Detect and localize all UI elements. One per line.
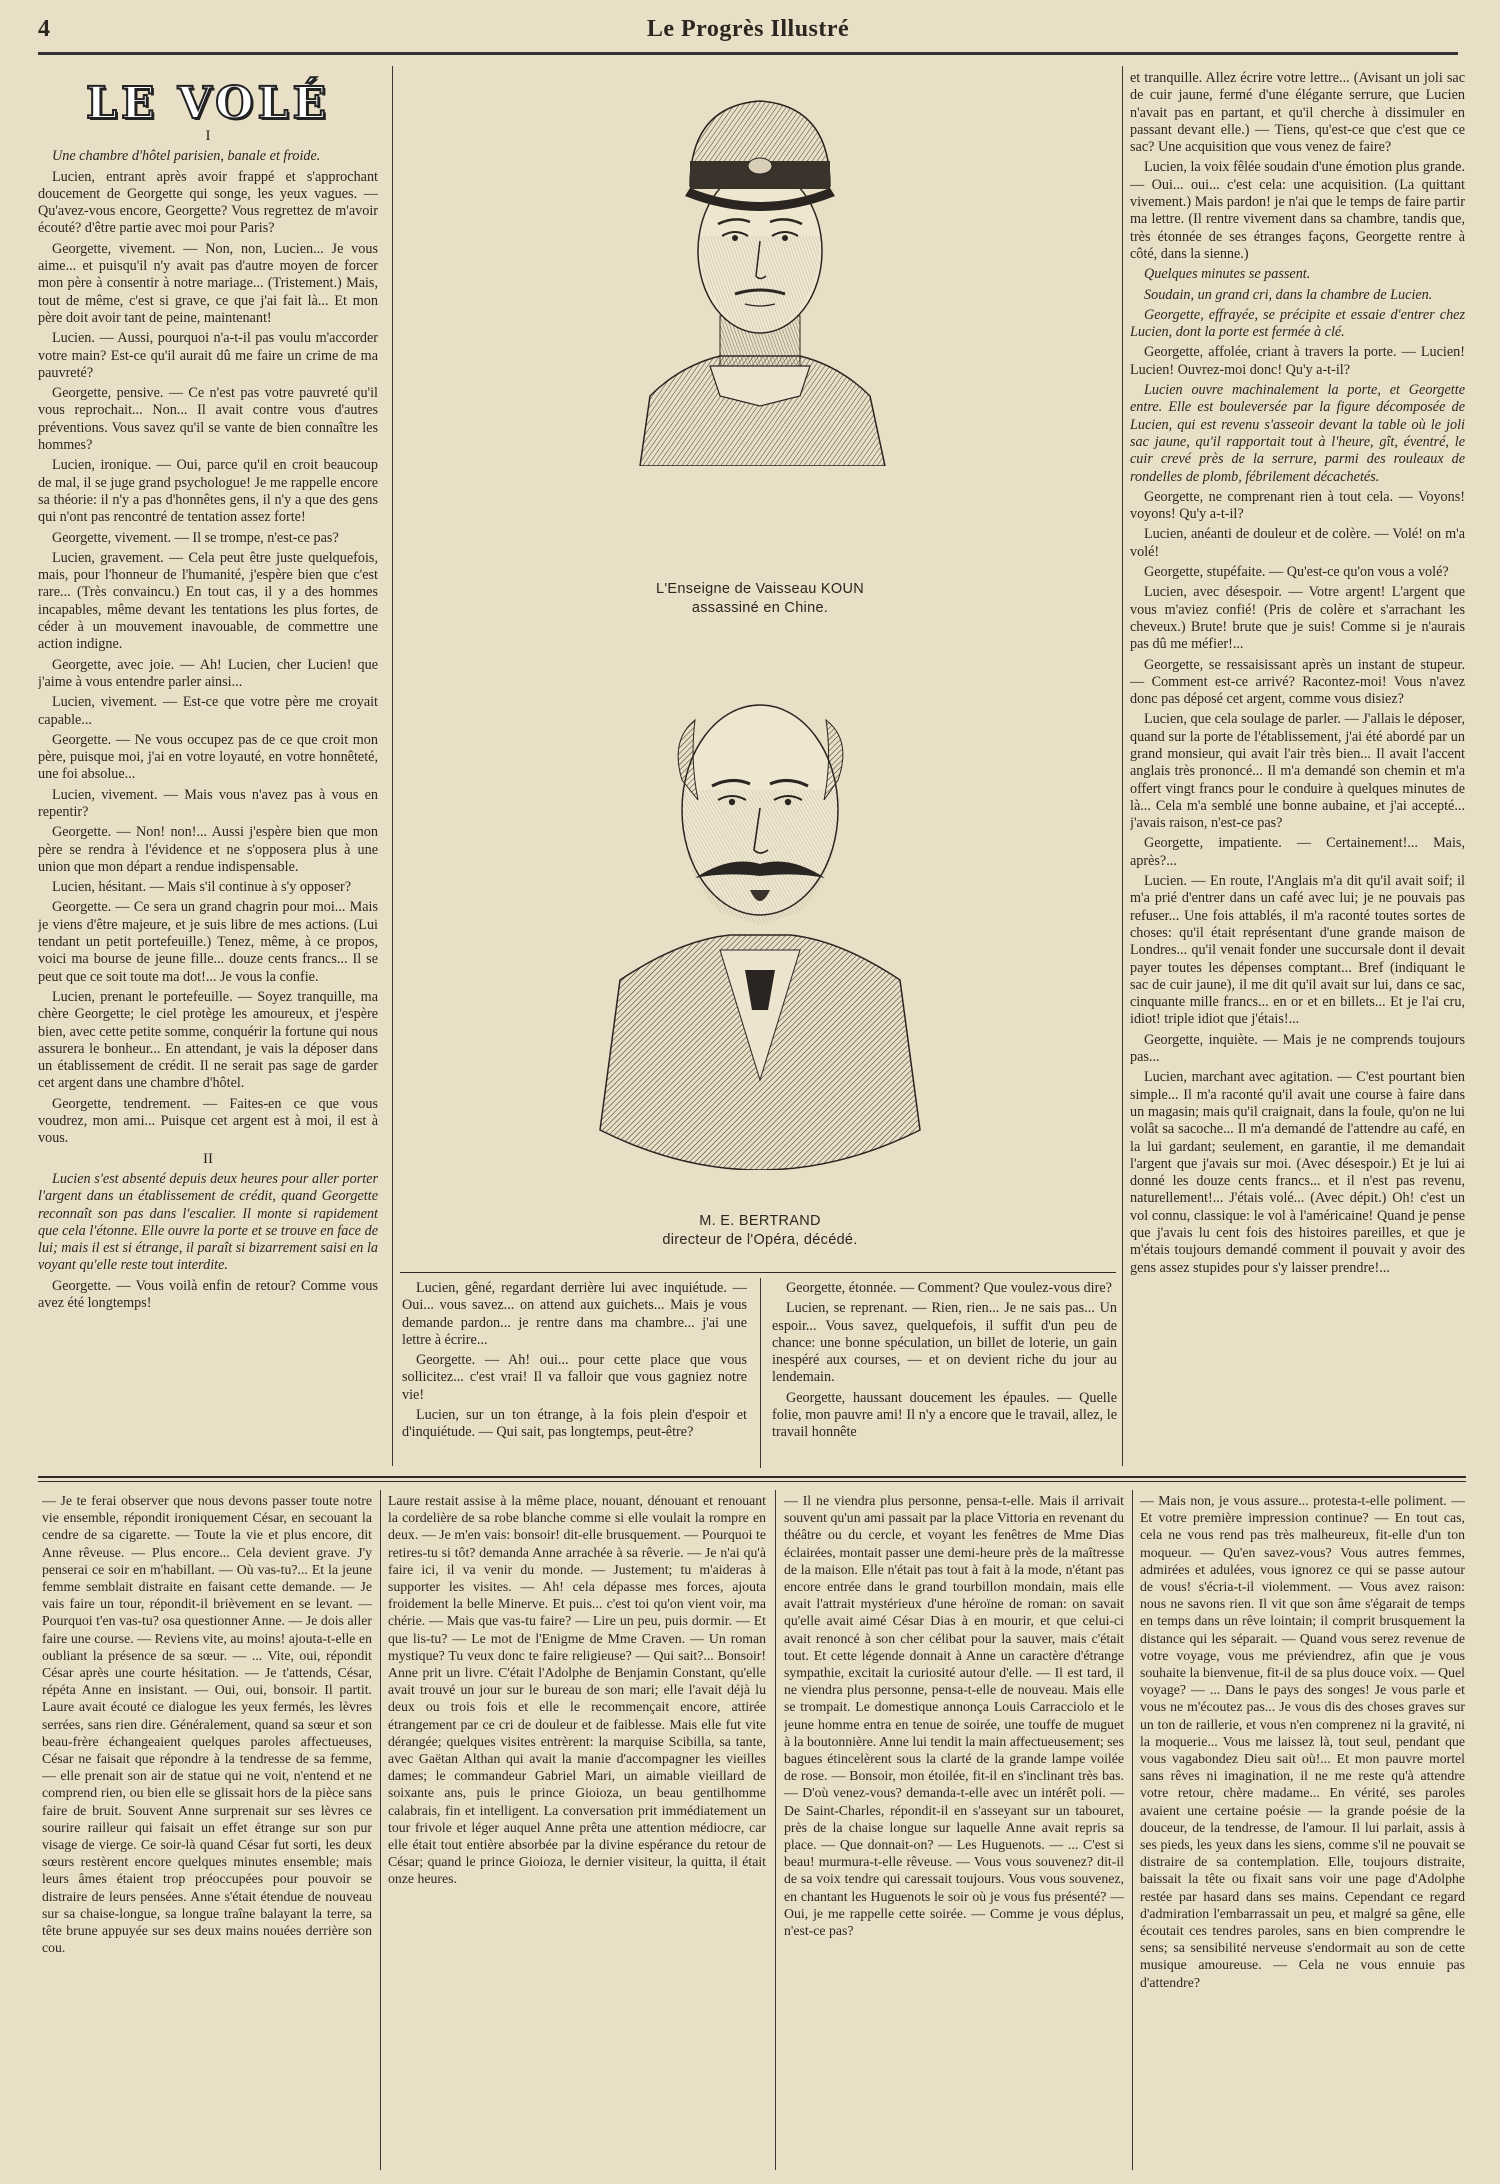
dialogue-paragraph: Lucien, vivement. — Est-ce que votre père me croyait capable... [38,694,378,728]
dialogue-paragraph: Lucien, hésitant. — Mais s'il continue à s'y opposer? [52,879,352,896]
dialogue-paragraph: Georgette, avec joie. — Ah! Lucien, cher Lucien! que j'aime à vous entendre parler ainsi... [38,656,378,690]
dialogue-paragraph: et tranquille. Allez écrire votre lettre... (Avisant un joli sac de cuir jaune, fermé d'une élégante serrure, que Lucien n'avait pas en partant, et qu'il cherche à dissimuler en passant devant elle.) — Tiens, qu'est-ce que c'est que ce sac? Une acquisition que vous venez de faire? [1130,70,1465,156]
act-heading: II [203,1150,213,1167]
column-divider [1132,1490,1133,2170]
dialogue-paragraph: Lucien, gêné, regardant derrière lui avec inquiétude. — Oui... vous savez... on attend aux guichets... Mais je vous demande pardon... je rentre dans ma chambre... j'ai une lettre à écrire... [402,1280,747,1348]
portrait-bertrand-caption [560,1212,960,1250]
dialogue-paragraph: Georgette, ne comprenant rien à tout cela. — Voyons! voyons! Qu'y a-t-il? [1130,488,1465,523]
dialogue-paragraph: Lucien, gravement. — Cela peut être juste quelquefois, mais, pour l'honneur de l'humanité, j'espère bien que c'est rare... (Très convaincu.) En tout cas, il y a des hommes incapables, même devant les tentations les plus fortes, de céder à un mouvement inavouable, de commettre une action indigne. [38,549,378,653]
dialogue-paragraph: Lucien, prenant le portefeuille. — Soyez tranquille, ma chère Georgette; le ciel protège les amoureux, et j'espère bien, avec cette petite somme, conquérir la fortune qui nous assurera le bonheur... En attendant, je vais la déposer dans un établissement de crédit. Il ne serait pas sage de garder cet argent dans une chambre d'hôtel. [38,988,378,1092]
journal-title: Le Progrès Illustré [646,16,850,42]
column-divider [392,66,393,1466]
stage-direction: Georgette, effrayée, se précipite et essaie d'entrer chez Lucien, dont la porte est fermée à clé. [1130,306,1465,341]
dialogue-paragraph: Georgette, étonnée. — Comment? Que voulez-vous dire? [786,1280,1112,1296]
dialogue-paragraph: Lucien, se reprenant. — Rien, rien... Je ne sais pas... Un espoir... Vous savez, quelquefois, il suffit d'un peu de chance: une bonne spéculation, un billet de loterie, un gain inespéré aux courses, — et on devient riche du jour au lendemain. [772,1300,1117,1386]
act-heading: I [205,128,211,144]
stage-direction: Lucien ouvre machinalement la porte, et Georgette entre. Elle est bouleversée par la figure décomposée de Lucien, qui est revenu s'asseoir devant la table où le joli sac jaune, qu'il rapportait tout à l'heure, gît, éventré, le cuir crevé près de la serrure, parmi des rouleaux de rondelles de plomb, fébrilement décachetés. [1130,382,1465,485]
feuilleton-column-2 [388,1492,766,2172]
stage-direction: Soudain, un grand cri, dans la chambre de Lucien. [1144,286,1433,303]
dialogue-paragraph: Lucien, anéanti de douleur et de colère. — Volé! on m'a volé! [1130,526,1465,560]
feuilleton-rule [38,1481,1466,1482]
feuilleton-column-4 [1140,1492,1465,2172]
dialogue-paragraph: Georgette. — Ce sera un grand chagrin pour moi... Mais je viens d'être majeure, et je suis libre de mes actions. (Lui tendant un petit portefeuille.) Tenez, même, à ce propos, voici ma bourse de jeune fille... douze cents francs... Il se peut que ce soit toute ma dot!... Je vous la confie. [38,899,378,985]
play-column-1 [38,128,378,1470]
dialogue-paragraph: Lucien, vivement. — Mais vous n'avez pas à vous en repentir? [38,786,378,820]
dialogue-paragraph: Georgette. — Vous voilà enfin de retour? Comme vous avez été longtemps! [38,1277,378,1311]
dialogue-paragraph: Georgette, vivement. — Non, non, Lucien... Je vous aime... et puisqu'il n'y avait pas d'autre moyen de forcer mon père à consentir à notre mariage... (Tristement.) Mais, tout de même, c'est si grave, ce que j'ai fait là... Et mon père doit avoir tant de peine, maintenant! [38,240,378,326]
page-number: 4 [38,16,50,42]
portrait-bertrand [590,650,930,1170]
column-divider [380,1490,381,2170]
novel-text: — Je te ferai observer que nous devons passer toute notre vie ensemble, répondit ironiquement César, en secouant la cendre de sa cigarette. — Toute la vie et plus encore, dit Anne rêveuse. — Plus encore... Cela devient grave. J'y penserai ce soir en m'habillant. — Où vas-tu?... Et la jeune femme semblait distraite en faisant cette demande. — Je vais faire un tour, répondit-il brièvement en se levant. — Pourquoi t'en vas-tu? osa questionner Anne. — Je dois aller faire une course. — Reviens vite, au moins! ajouta-t-elle en oubliant la présence de sa sœur. — ... Vite, oui, répondit César après une courte hésitation. — Je t'attends, César, répéta Anne en insistant. — Oui, oui, bonsoir. Il partit. Laure avait écouté ce dialogue les yeux fermés, les lèvres serrées, sans rien dire. Généralement, quand sa sœur et son beau-frère échangeaient quelques paroles affectueuses, César ne faisait que répondre à la tendresse de sa femme, — elle prenait son air de statue qui ne voit, n'entend et ne comprend rien, ou bien elle se glissait hors de la pièce sans faire de bruit. Souvent Anne surprenait sur ses lèvres ce sourire railleur qui faisait un effet étrange sur son pur visage de vierge. Ce soir-là quand César fut sorti, les deux sœurs restèrent encore quelques minutes ensemble; mais leurs âmes étaient trop préoccupées pour pouvoir se distraire de leurs pensées. Anne s'était étendue de nouveau sur sa chaise-longue, sa longue traîne balayant la terre, sa tête brune appuyée sur ses deux mains nouées derrière son cou. [42,1493,372,1956]
caption-line: assassiné en Chine. [691,600,829,616]
feuilleton-rule [38,1476,1466,1478]
caption-line: directeur de l'Opéra, décédé. [662,1232,858,1248]
stage-direction: Lucien s'est absenté depuis deux heures pour aller porter l'argent dans un établissement de crédit, quand Georgette reconnaît son pas dans l'escalier. Il monte si rapidement que cela l'étonne. Elle ouvre la porte et se trouve en face de lui; mais il est si étrange, il paraît si bizarrement saisi en la voyant qu'elle reste tout interdite. [38,1170,378,1274]
play-column-3 [772,1280,1117,1470]
dialogue-paragraph: Georgette, affolée, criant à travers la porte. — Lucien! Lucien! Ouvrez-moi donc! Qu'y a-t-il? [1130,344,1465,378]
stage-direction: Une chambre d'hôtel parisien, banale et froide. [52,148,321,165]
novel-text: — Mais non, je vous assure... protesta-t-elle poliment. — Et votre première impression continue? — En tout cas, cela ne vous rend pas très malheureux, fit-elle d'un ton moqueur. — Qu'en savez-vous? Vous autres femmes, admirées et adulées, vous ignorez ce qui se passe autour de vous! s'écria-t-il violemment. — Vous avez raison: nous ne savons rien. Il vit que son âme s'égarait de temps en temps dans un rêve lointain; il comprit brusquement la distance qui les séparait. — Quand vous serez revenue de votre voyage, vous me préviendrez, afin que je vous souhaite la bienvenue, fit-il de sa plus douce voix. — Quel voyage? — ... Dans le pays des songes! Je vous parle et vous ne m'écoutez pas... Je vous dis des choses graves sur un ton de raillerie, et vous n'en comprenez ni la gravité, ni la moquerie... Vous me laissez là, tout seul, pendant que vous vagabondez Dieu sait où!... Et mon pauvre mortel sans rêves ni imagination, il ne me reste qu'à attendre votre retour, chère madame... En vérité, ses paroles avaient une certaine poésie — la grande poésie de la douceur, de la tendresse, de l'amour. Il lui parlait, assis à ses pieds, les yeux dans les siens, comme s'il ne pouvait se distraire de sa contemplation. Elle, toujours distraite, baissait la tête ou fixait sans voir une page d'Adolphe restée par hasard dans ses mains. Cependant ce regard d'admiration l'embarrassait un peu, et malgré sa gêne, elle écoutait ces tendres paroles, sans en bien comprendre le sens; sa sensibilité nerveuse s'endormait au son de cette musique amoureuse. — Cela ne vous ennuie pas d'attendre? [1140,1493,1465,1990]
dialogue-paragraph: Lucien, que cela soulage de parler. — J'allais le déposer, quand sur la porte de l'établissement, j'ai été abordé par un grand monsieur, qui avait l'air très bien... Il avait l'accent anglais très prononcé... Il m'a demandé son chemin et m'a offert vingt francs pour le conduire à quelques minutes de là... Cela m'a semblé une bonne aubaine, et j'ai accepté... j'avais raison, n'est-ce pas? [1130,711,1465,832]
dialogue-paragraph: Georgette. — Non! non!... Aussi j'espère bien que mon père se rendra à l'évidence et ne s'opposera plus à une union que mon départ a rendue indispensable. [38,824,378,875]
dialogue-paragraph: Georgette, inquiète. — Mais je ne comprends toujours pas... [1130,1031,1465,1066]
caption-line: L'Enseigne de Vaisseau KOUN [655,581,865,597]
dialogue-paragraph: Georgette, impatiente. — Certainement!... Mais, après?... [1130,835,1465,869]
dialogue-paragraph: Lucien. — En route, l'Anglais m'a dit qu'il avait soif; il m'a prié d'entrer dans un café avec lui; je ne pouvais pas refuser... Une fois attablés, il m'a raconté toutes sortes de choses: qu'il était représentant d'une grande maison de Londres... qu'il venait fonder une succursale dont il devait payer toutes les dépenses comptant... Bref (indiquant le sac de cuir jaune), il me dit qu'il avait sur lui, dans ce sac, cinquante mille francs... en or et en billets... Et je l'ai cru, idiot! triple idiot que j'étais!... [1130,873,1465,1028]
dialogue-paragraph: Georgette, stupéfaite. — Qu'est-ce qu'on vous a volé? [1144,564,1449,581]
section-rule [400,1272,1116,1273]
stage-direction: Quelques minutes se passent. [1144,266,1311,283]
caption-line: M. E. BERTRAND [699,1213,821,1229]
dialogue-paragraph: Georgette, se ressaisissant après un instant de stupeur. — Comment est-ce arrivé? Racontez-moi! Vous n'avez donc pas déposé cet argent, comme vous disiez? [1130,656,1465,708]
play-column-2 [402,1280,747,1470]
dialogue-paragraph: Georgette, haussant doucement les épaules. — Quelle folie, mon pauvre ami! Il n'y a encore que le travail, allez, le travail honnête [772,1389,1117,1441]
dialogue-paragraph: Lucien. — Aussi, pourquoi n'a-t-il pas voulu m'accorder votre main? Est-ce qu'il aurait dû me faire un crime de ma pauvreté? [38,330,378,381]
portrait-koun-engraving [600,66,920,466]
dialogue-paragraph: Lucien, sur un ton étrange, à la fois plein d'espoir et d'inquiétude. — Qui sait, pas longtemps, peut-être? [402,1407,747,1441]
column-divider [760,1278,761,1468]
portrait-bertrand-engraving [590,650,930,1170]
novel-text: — Il ne viendra plus personne, pensa-t-elle. Mais il arrivait souvent qu'un ami passait par la place Vittoria en revenant du théâtre ou du cercle, et voyant les fenêtres de Mme Dias éclairées, montait passer une demi-heure près de la maîtresse de la maison. Elle n'était pas tout à fait à la mode, n'étant pas encore entrée dans le grand tourbillon mondain, mais elle avait l'attrait mystérieux d'une héroïne de roman: on savait qu'elle avait aimé César Dias à en mourir, et que celui-ci avait renoncé à son cher célibat pour la sauver, mais c'était tout. Et cette légende donnait à Anne un caractère d'étrange sympathie, excitait la curiosité autour d'elle. — Il est tard, il ne viendra plus personne, pensa-t-elle de nouveau. Mais elle se trompait. Le domestique annonça Louis Carracciolo et le jeune homme entra en tenue de soirée, une touffe de muguet à la boutonnière. Anne lui tendit la main affectueusement; ses bagues étincelèrent sous la clarté de la grande lampe voilée de rose. — Bonsoir, mon étoilée, fit-il en s'inclinant très bas. — D'où venez-vous? demanda-t-elle avec un intérêt poli. — De Saint-Charles, répondit-il en s'asseyant sur un tabouret, près de la chaise longue sur laquelle Anne avait repris sa place. — Que donnait-on? — Les Huguenots. — ... C'est si beau! murmura-t-elle rêveuse. — Vous vous souvenez? dit-il de sa voix tendre qui caressait toujours. Vous vous souvenez, en chantant les Huguenots le soir où je vous fus présenté? — Oui, je me rappelle cette soirée. — Comme je vous déplus, n'est-ce pas? [784,1493,1124,1939]
dialogue-paragraph: Georgette, tendrement. — Faites-en ce que vous voudrez, mon ami... Puisque cet argent est à moi, il est à vous. [38,1095,378,1147]
portrait-koun-caption [560,580,960,618]
page-header [38,14,1458,55]
dialogue-paragraph: Lucien, marchant avec agitation. — C'est pourtant bien simple... Il m'a raconté qu'il avait une course à faire dans un magasin; mais qu'il craignait, dans la foule, qu'on ne lui volât sa sacoche... Il m'a demandé de l'attendre au café, en la lui gardant; seulement, en garantie, il me demandait l'argent que j'avais sur moi. (Avec désespoir.) Et je lui ai donné les douze cents francs... et il n'est pas revenu, naturellement!... J'étais volé... (Avec dépit.) Oh! c'est un vol connu, classique: le vol à l'américaine! Quand je pense que j'avais lu cent fois des histoires pareilles, et que je m'étais toujours demandé comment il pouvait y avoir des gens assez stupides pour s'y laisser prendre!... [1130,1069,1465,1276]
feuilleton-column-1 [42,1492,372,2172]
column-divider [775,1490,776,2170]
dialogue-paragraph: Georgette, vivement. — Il se trompe, n'est-ce pas? [52,529,339,546]
dialogue-paragraph: Georgette, pensive. — Ce n'est pas votre pauvreté qu'il vous reprochait... Non... Il avait contre vous d'autres préventions. Vous savez qu'il se vante de bien connaître les hommes? [38,385,378,454]
dialogue-paragraph: Lucien, entrant après avoir frappé et s'approchant doucement de Georgette qui songe, les yeux vagues. — Qu'avez-vous encore, Georgette? Vous regrettez de m'avoir écouté? d'être partie avec moi pour Paris? [38,168,378,237]
play-column-4 [1130,70,1465,1470]
portrait-koun [600,66,920,466]
dialogue-paragraph: Lucien, avec désespoir. — Votre argent! L'argent que vous m'aviez confié! (Pris de colère et s'arrachant les cheveux.) Brute! brute que je suis! Comme si je n'aurais pas dû me méfier!... [1130,584,1465,653]
play-title: LE VOLÉ [86,78,330,129]
dialogue-paragraph: Lucien, la voix fêlée soudain d'une émotion plus grande. — Oui... oui... c'est cela: une acquisition. (La quittant vivement.) Mais pardon! je n'ai que le temps de faire partir ma lettre. (Il rentre vivement dans sa chambre, tandis que, très étonnée de ses étranges façons, Georgette rentre à côté, dans la sienne.) [1130,159,1465,262]
feuilleton-column-3 [784,1492,1124,2172]
column-divider [1122,66,1123,1466]
dialogue-paragraph: Georgette. — Ne vous occupez pas de ce que croit mon père, puisque moi, j'ai en votre loyauté, en votre honnêteté, une foi absolue... [38,731,378,783]
novel-text: Laure restait assise à la même place, nouant, dénouant et renouant la cordelière de sa robe blanche comme si elle voulait la rompre en deux. — Je m'en vais: bonsoir! dit-elle brusquement. — Pourquoi te retires-tu si tôt? demanda Anne arrachée à sa rêverie. — Je n'ai qu'à faire ici, il va venir du monde. — Justement; tu m'aideras à supporter les visites. — Ah! cela dépasse mes forces, ajouta froidement la belle Minerve. Et puis... c'est toi qu'on vient voir, ma chérie. — Mais que vas-tu faire? — Lire un peu, puis dormir. — Et que lis-tu? — Le mot de l'Enigme de Mme Craven. — Un roman mystique? Tu veux donc te faire religieuse? — Qui sait?... Bonsoir! Anne prit un livre. C'était l'Adolphe de Benjamin Constant, qu'elle avait trouvé un jour sur le bureau de son mari; elle l'avait déjà lu deux ou trois fois et elle le recommençait encore, attirée étrangement par ce cri de douleur et de faiblesse. Mais elle fut vite dérangée; quelques visites entrèrent: la marquise Scibilla, sa tante, avec Gaëtan Althan qui avait la manie d'accompagner les vieilles dames; le commandeur Gabriel Mari, un aimable vieillard de soixante ans, puis le prince Gioioza, un beau gentilhomme calabrais, fin et intelligent. La conversation prit immédiatement un tour frivole et léger auquel Anne prêta une attention médiocre, car elle était tout entière absorbée par la divine espérance du retour de César; quand le prince Gioioza, le dernier visiteur, la quitta, il était onze heures. [388,1493,766,1887]
dialogue-paragraph: Lucien, ironique. — Oui, parce qu'il en croit beaucoup de mal, il se juge grand psychologue! Je me rappelle encore sa théorie: il n'y a pas d'honnêtes gens, il n'y a que des gens qui n'ont pas rencontré de tentation assez forte! [38,457,378,526]
dialogue-paragraph: Georgette. — Ah! oui... pour cette place que vous sollicitez... c'est vrai! Il va falloir que vous gagniez notre vie! [402,1352,747,1403]
